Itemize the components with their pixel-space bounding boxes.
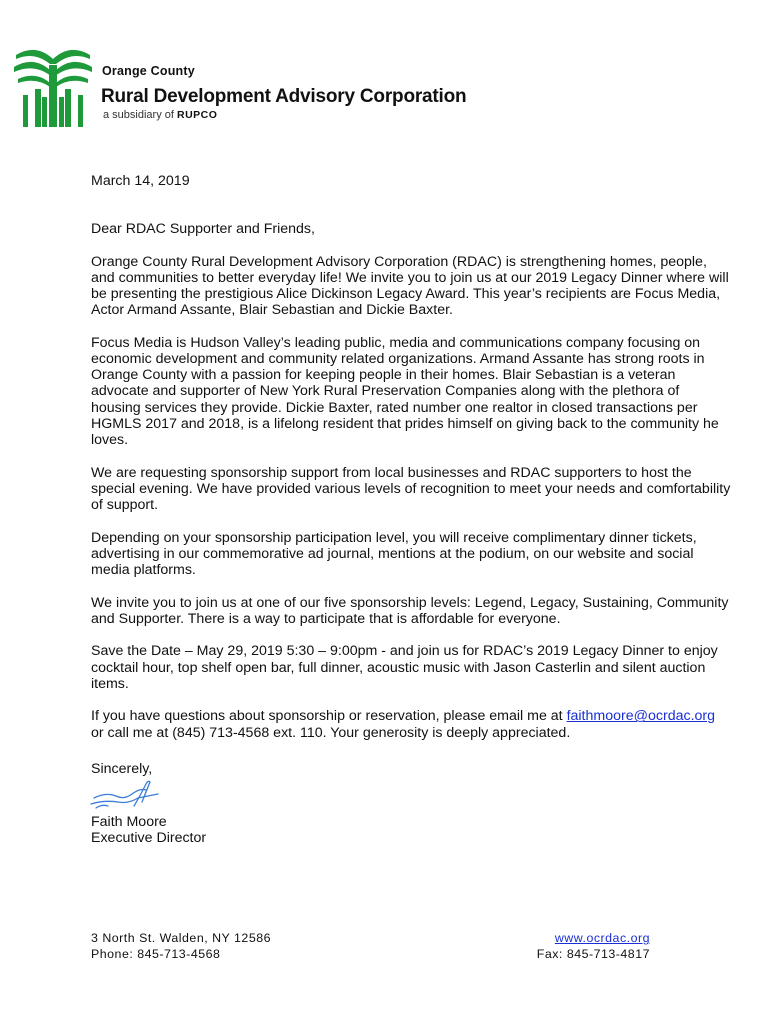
signature-image (88, 778, 162, 812)
paragraph-save-the-date: Save the Date – May 29, 2019 5:30 – 9:00pm - and join us for RDAC’s 2019 Legacy Dinner to enjoy cocktail hour, top shelf open bar, full dinner, acoustic music with Jason Casterlin and silent auction items. (91, 643, 718, 692)
paragraph-benefits: Depending on your sponsorship participation level, you will receive complimentary dinner tickets, advertising in our commemorative ad journal, mentions at the podium, on our website and social media platforms. (91, 529, 697, 579)
paragraph-intro: Orange County Rural Development Advisory Corporation (RDAC) is strengthening homes, people, and communities to better everyday life! We invite you to join us at our 2019 Legacy Dinner where will be presenting the prestigious Alice Dickinson Legacy Award. This year’s recipients are Focus Media, Actor Armand Assante, Blair Sebastian and Dickie Baxter. (91, 253, 729, 319)
footer-contact-right (537, 931, 650, 962)
signer-name: Faith Moore (91, 814, 167, 830)
footer-address: 3 North St. Walden, NY 12586 (91, 931, 271, 945)
org-subsidiary-line (103, 109, 217, 121)
paragraph-contact (91, 708, 731, 740)
org-county-label: Orange County (102, 64, 195, 78)
letter-date: March 14, 2019 (91, 173, 190, 189)
paragraph-sponsorship-request: We are requesting sponsorship support from local businesses and RDAC supporters to host the special evening. We have provided various levels of recognition to meet your needs and comfortability of support. (91, 464, 731, 514)
letter-body (91, 221, 731, 757)
footer-fax: Fax: 845-713-4817 (536, 946, 650, 961)
parent-org-name: RUPCO (177, 109, 218, 121)
subsidiary-prefix: a subsidiary of (103, 109, 174, 121)
contact-text-after: or call me at (845) 713-4568 ext. 110. Your generosity is deeply appreciated. (91, 724, 571, 741)
salutation: Dear RDAC Supporter and Friends, (91, 221, 315, 237)
email-link[interactable]: faithmoore@ocrdac.org (566, 708, 716, 725)
contact-text-before: If you have questions about sponsorship or reservation, please email me at (91, 708, 567, 725)
website-link[interactable]: www.ocrdac.org (554, 931, 650, 945)
signer-title: Executive Director (91, 830, 207, 847)
rdac-logo-icon (14, 45, 92, 127)
footer-contact-left (91, 931, 271, 962)
org-name-heading: Rural Development Advisory Corporation (101, 86, 467, 107)
signer-block (91, 814, 206, 847)
closing: Sincerely, (91, 761, 153, 777)
footer-phone: Phone: 845-713-4568 (91, 946, 221, 961)
paragraph-levels: We invite you to join us at one of our five sponsorship levels: Legend, Legacy, Sustaining, Community and Supporter. There is a way to participate that is affordable for everyone. (91, 594, 729, 627)
paragraph-recipients: Focus Media is Hudson Valley’s leading public, media and communications company focusing on economic development and community related organizations. Armand Assante has strong roots in Orange County with a passion for keeping people in their homes. Blair Sebastian is a veteran advocate and supporter of New York Rural Preservation Companies along with the plethora of housing services they provide. Dickie Baxter, rated number one realtor in closed transactions per HGMLS 2017 and 2018, is a lifelong resident that prides himself on giving back to the community he loves. (91, 334, 719, 449)
